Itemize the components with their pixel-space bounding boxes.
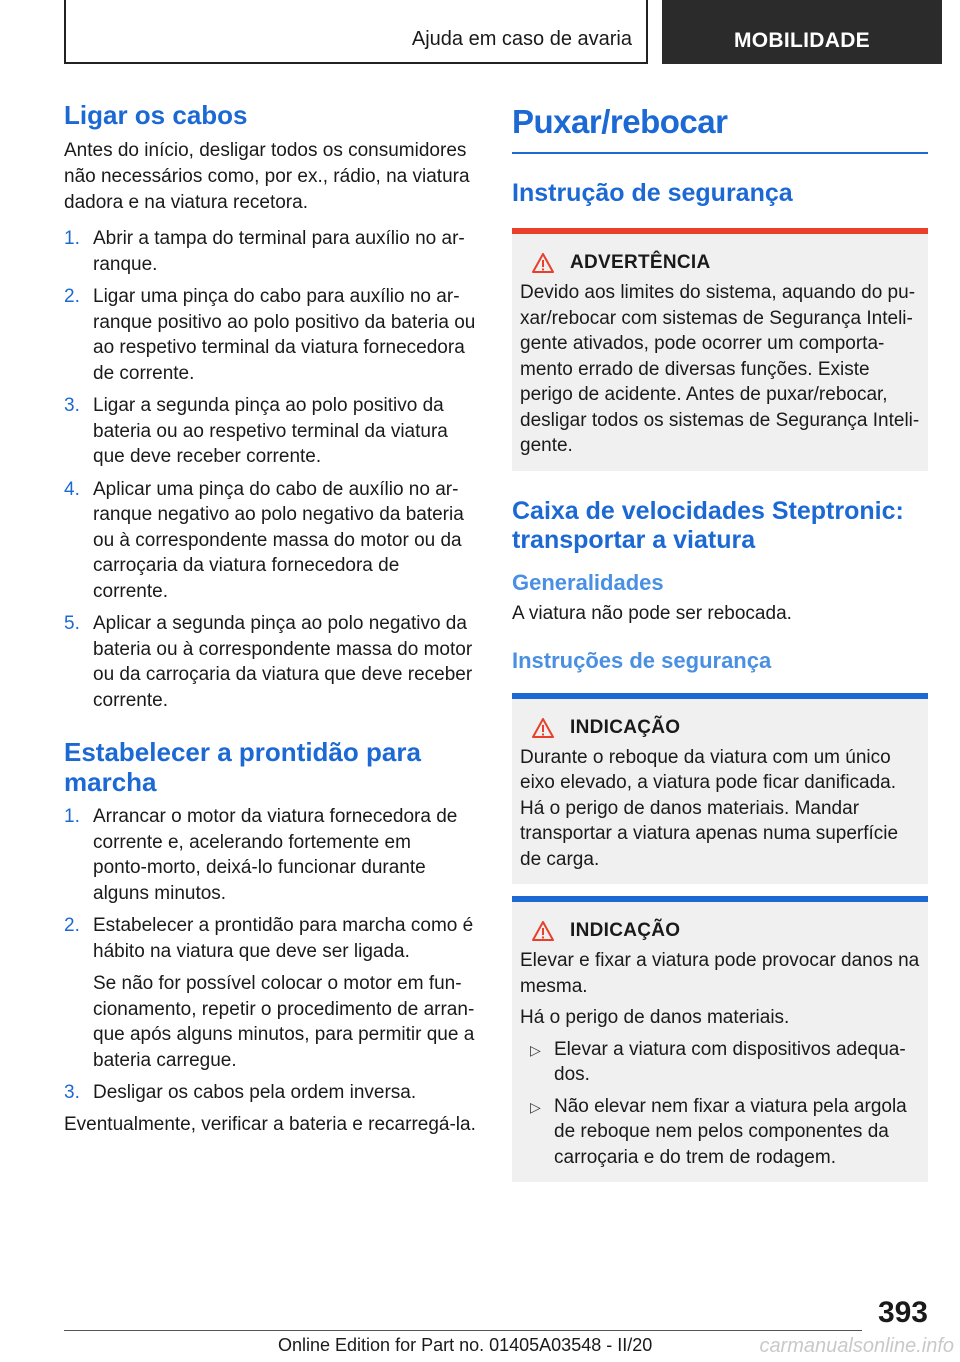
footer-edition: Online Edition for Part no. 01405A03548 - II/20 (278, 1335, 653, 1355)
list-item: 1. Arrancar o motor da viatura fornecedora de corrente e, acelerando fortemente em ponto-morto, deixá-lo funcionar durante alguns minutos. (64, 806, 458, 904)
heading-general: Generalidades (512, 569, 664, 595)
note-title: INDICAÇÃO (570, 920, 681, 941)
triangle-right-icon: ▷ (530, 1041, 541, 1058)
heading-divider (512, 152, 928, 154)
right-column (512, 102, 928, 1182)
list-item: ▷ Não elevar nem fixar a viatura pela argola de reboque nem pelos componentes da carroçaria e do trem de rodagem. (530, 1095, 907, 1168)
heading-connect-cables: Ligar os cabos (64, 100, 248, 130)
heading-safety-instruction: Instrução de segurança (512, 179, 793, 207)
cable-steps-list (64, 226, 476, 713)
note-text: Elevar e fixar a viatura pode provocar danos na mesma. (520, 950, 920, 997)
triangle-right-icon: ▷ (530, 1098, 541, 1115)
heading-safety-instructions: Instruções de segurança (512, 647, 772, 673)
list-item: 3. Desligar os cabos pela ordem inversa. (64, 1082, 417, 1103)
warning-triangle-icon (532, 253, 554, 273)
general-text: A viatura não pode ser rebocada. (512, 602, 792, 624)
page-number: 393 (877, 1296, 928, 1329)
note-bullet-list (520, 1037, 920, 1171)
note-title: INDICAÇÃO (570, 716, 681, 738)
closing-paragraph: Eventualmente, verificar a bateria e recarregá-la. (64, 1113, 476, 1135)
list-item: 2. Ligar uma pinça do cabo para auxílio no arranque positivo ao polo positivo da bateria ou ao respetivo terminal da viatura fornecedora de corrente. (64, 286, 476, 384)
watermark: carmanualsonline.info (759, 1335, 954, 1357)
header-chapter-tab: MOBILIDADE (662, 0, 942, 64)
warning-triangle-icon (532, 718, 554, 738)
footer-divider (64, 1330, 862, 1331)
ready-steps-list (64, 804, 476, 1106)
note-box-1 (512, 693, 928, 885)
heading-ready-to-drive: Estabelecer a prontidão para marcha (64, 737, 421, 797)
warning-title: ADVERTÊNCIA (570, 252, 711, 273)
note-text: Durante o reboque da viatura com um único eixo elevado, a viatura pode ficar danificada. Há o perigo de danos materiais. Mandar transportar a viatura apenas numa superfície de carga. (520, 746, 899, 870)
warning-triangle-icon (532, 921, 554, 941)
list-item: 1. Abrir a tampa do terminal para auxílio no arranque. (64, 228, 465, 275)
note-text: Há o perigo de danos materiais. (520, 1007, 790, 1028)
warning-text: Devido aos limites do sistema, aquando do puxar/rebocar com sistemas de Segurança Inteligente ativados, pode ocorrer um comportamento errado de diversas funções. Existe perigo de acidente. Antes de puxar/rebocar, desligar todos os sistemas de Segurança Inteligente. (520, 282, 920, 456)
header-section-title: Ajuda em caso de avaria (411, 28, 632, 50)
intro-paragraph: Antes do início, desligar todos os consumidores não necessários como, por ex., rádio, na viatura dadora e na viatura recetora. (64, 140, 470, 213)
header-frame (64, 0, 648, 64)
list-item: 3. Ligar a segunda pinça ao polo positivo da bateria ou ao respetivo terminal da viatura que deve receber corrente. (64, 395, 448, 467)
left-column (64, 100, 476, 1138)
list-item: 2. Estabelecer a prontidão para marcha como é hábito na viatura que deve ser ligada. Se não for possível colocar o motor em funcionamento, repetir o procedimento de arranque após alguns minutos, para permitir que a bateria carregue. (64, 915, 475, 1071)
list-item: ▷ Elevar a viatura com dispositivos adequados. (530, 1038, 906, 1085)
warning-box (512, 228, 928, 471)
note-box-2 (512, 896, 928, 1182)
list-item: 5. Aplicar a segunda pinça ao polo negativo da bateria ou à correspondente massa do motor ou da carroçaria da viatura que deve receber corrente. (64, 613, 473, 711)
heading-steptronic: Caixa de velocidades Steptronic: transportar a viatura (512, 496, 904, 554)
heading-tow: Puxar/rebocar (512, 103, 728, 140)
list-item: 4. Aplicar uma pinça do cabo de auxílio no arranque negativo ao polo negativo da bateria ou à correspondente massa do motor ou da carroçaria da viatura fornecedora de corrente. (64, 478, 464, 602)
